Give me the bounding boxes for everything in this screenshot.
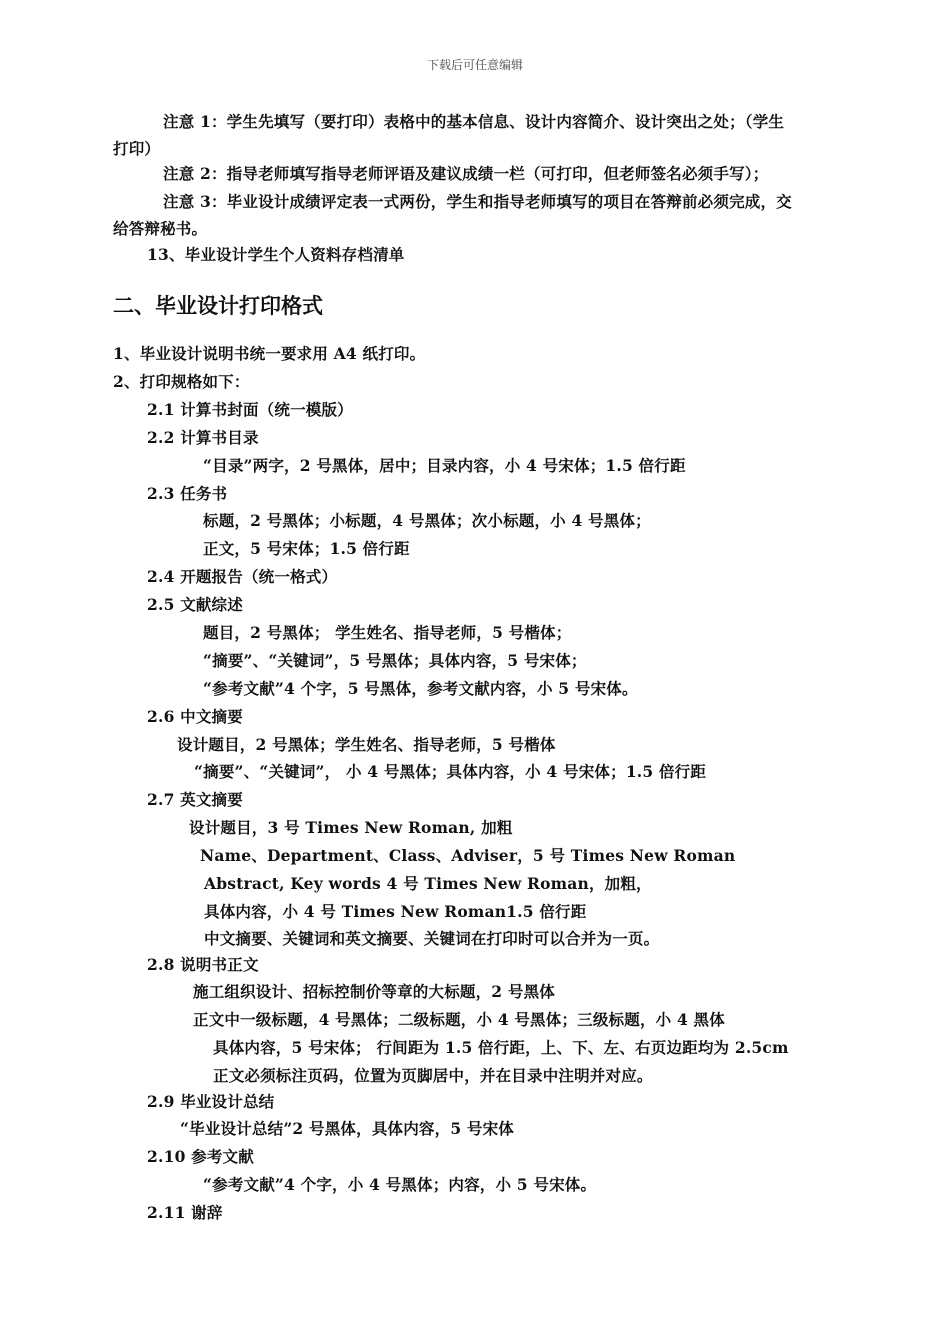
paragraph-1: 1、毕业设计说明书统一要求用 A4 纸打印。	[113, 344, 426, 363]
text-2-5-a: 题目，2 号黑体； 学生姓名、指导老师，5 号楷体；	[203, 623, 572, 642]
note-2: 注意 2：指导老师填写指导老师评语及建议成绩一栏（可打印，但老师签名必须手写）；	[163, 164, 769, 183]
heading-2-1: 2.1 计算书封面（统一模版）	[147, 400, 353, 419]
text-2-6-b: “摘要”、“关键词”， 小 4 号黑体；具体内容，小 4 号宋体；1.5 倍行距	[194, 762, 707, 781]
text-2-7-a: 设计题目，3 号 Times New Roman, 加粗	[189, 818, 513, 837]
heading-2-3: 2.3 任务书	[147, 484, 228, 503]
text-2-8-a: 施工组织设计、招标控制价等章的大标题，2 号黑体	[193, 982, 555, 1001]
heading-2-10: 2.10 参考文献	[147, 1147, 254, 1166]
text-2-3-b: 正文，5 号宋体；1.5 倍行距	[203, 539, 410, 558]
text-2-2-a: “目录”两字，2 号黑体，居中；目录内容，小 4 号宋体；1.5 倍行距	[203, 456, 686, 475]
heading-2-4: 2.4 开题报告（统一格式）	[147, 567, 338, 586]
paragraph-2: 2、打印规格如下：	[113, 372, 250, 391]
text-2-8-c: 具体内容，5 号宋体； 行间距为 1.5 倍行距，上、下、左、右页边距均为 2.5cm	[213, 1038, 789, 1057]
text-2-5-c: “参考文献”4 个字，5 号黑体，参考文献内容，小 5 号宋体。	[203, 679, 638, 698]
text-2-9-a: “毕业设计总结”2 号黑体，具体内容，5 号宋体	[180, 1119, 514, 1138]
text-2-8-d: 正文必须标注页码，位置为页脚居中，并在目录中注明并对应。	[213, 1066, 653, 1085]
heading-2-7: 2.7 英文摘要	[147, 790, 243, 809]
heading-2-2: 2.2 计算书目录	[147, 428, 259, 447]
heading-2-5: 2.5 文献综述	[147, 595, 243, 614]
note-1-line-1: 注意 1：学生先填写（要打印）表格中的基本信息、设计内容简介、设计突出之处；（学生	[163, 112, 785, 131]
section-title: 二、毕业设计打印格式	[113, 294, 323, 318]
note-3-line-2: 给答辩秘书。	[113, 219, 208, 238]
text-2-7-b: Name、Department、Class、Adviser，5 号 Times New Roman	[200, 846, 736, 865]
heading-2-6: 2.6 中文摘要	[147, 707, 243, 726]
note-1-line-2: 打印）	[113, 139, 161, 158]
text-2-10-a: “参考文献”4 个字，小 4 号黑体；内容，小 5 号宋体。	[203, 1175, 597, 1194]
text-2-7-c: Abstract, Key words 4 号 Times New Roman，加粗，	[204, 874, 652, 893]
text-2-5-b: “摘要”、“关键词”，5 号黑体；具体内容，5 号宋体；	[203, 651, 587, 670]
heading-2-9: 2.9 毕业设计总结	[147, 1092, 275, 1111]
item-13: 13、毕业设计学生个人资料存档清单	[147, 245, 405, 264]
note-3-line-1: 注意 3：毕业设计成绩评定表一式两份，学生和指导老师填写的项目在答辩前必须完成，交	[163, 192, 792, 211]
heading-2-11: 2.11 谢辞	[147, 1203, 223, 1222]
heading-2-8: 2.8 说明书正文	[147, 955, 259, 974]
text-2-8-b: 正文中一级标题，4 号黑体；二级标题，小 4 号黑体；三级标题，小 4 黑体	[193, 1010, 725, 1029]
text-2-7-d: 具体内容，小 4 号 Times New Roman1.5 倍行距	[204, 902, 587, 921]
page-header: 下载后可任意编辑	[426, 58, 523, 72]
text-2-6-a: 设计题目，2 号黑体；学生姓名、指导老师，5 号楷体	[177, 735, 556, 754]
text-2-3-a: 标题，2 号黑体；小标题，4 号黑体；次小标题，小 4 号黑体；	[203, 511, 651, 530]
text-2-7-e: 中文摘要、关键词和英文摘要、关键词在打印时可以合并为一页。	[204, 929, 660, 948]
